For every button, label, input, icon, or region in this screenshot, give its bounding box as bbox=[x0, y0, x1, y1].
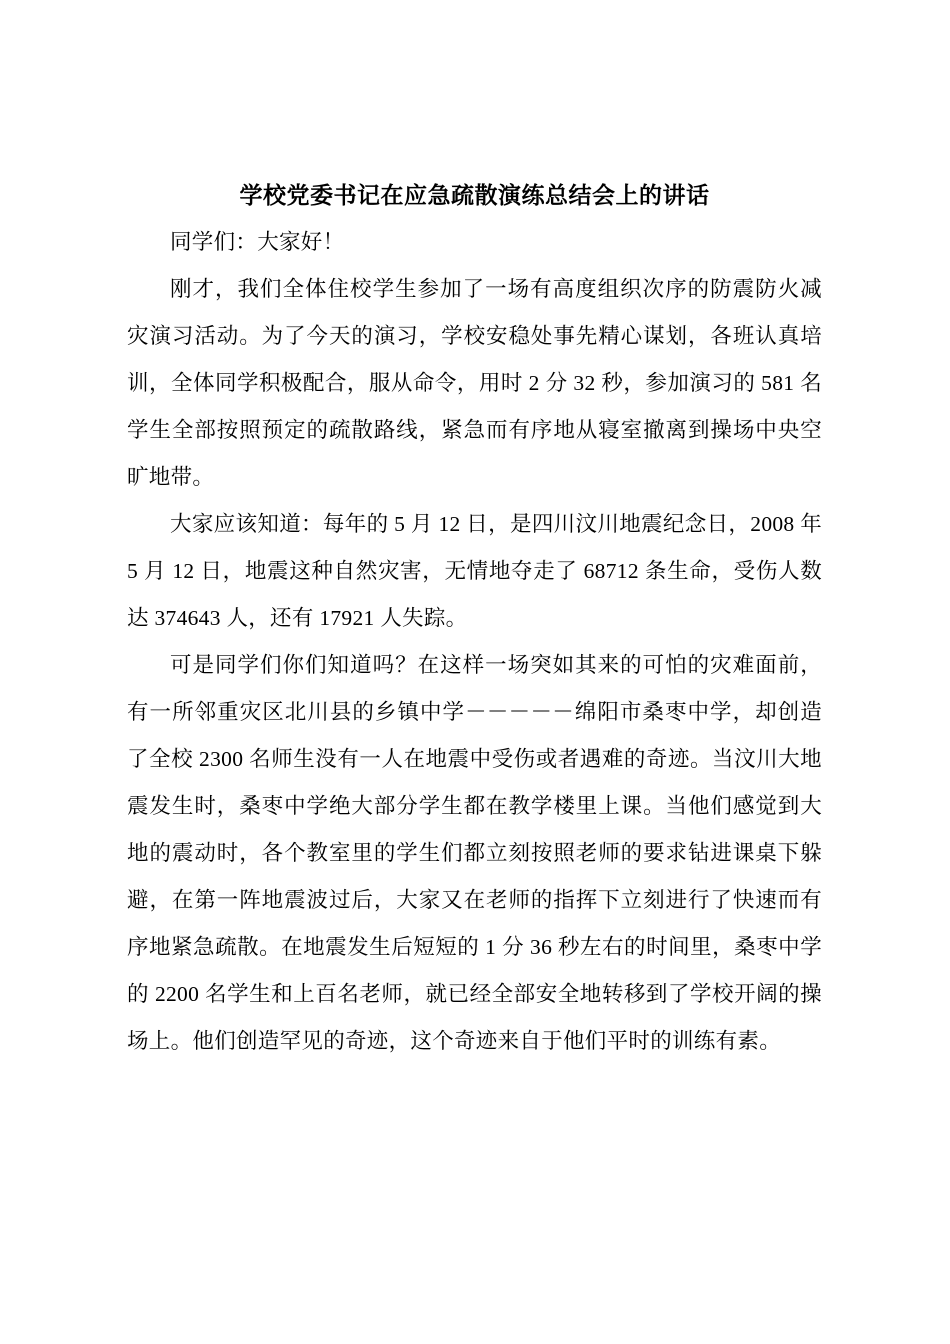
document-title: 学校党委书记在应急疏散演练总结会上的讲话 bbox=[239, 183, 710, 208]
paragraph-greeting: 同学们：大家好！ bbox=[170, 230, 345, 254]
document-body bbox=[127, 219, 822, 1065]
paragraph-sangzao-school-story: 可是同学们你们知道吗？在这样一场突如其来的可怕的灾难面前，有一所邻重灾区北川县的乡镇中学－－－－－绵阳市桑枣中学，却创造了全校 2300 名师生没有一人在地震中受伤或者遇难的奇迹。当汶川大地震发生时，桑枣中学绝大部分学生都在教学楼里上课。当他们感觉到大地的震动时，各个教室里的学生们都立刻按照老师的要求钻进课桌下躲避，在第一阵地震波过后，大家又在老师的指挥下立刻进行了快速而有序地紧急疏散。在地震发生后短短的 1 分 36 秒左右的时间里，桑枣中学的 2200 名学生和上百名老师，就已经全部安全地转移到了学校开阔的操场上。他们创造罕见的奇迹，这个奇迹来自于他们平时的训练有素。 bbox=[127, 653, 822, 1053]
paragraph-drill-summary: 刚才，我们全体住校学生参加了一场有高度组织次序的防震防火减灾演习活动。为了今天的演习，学校安稳处事先精心谋划，各班认真培训，全体同学积极配合，服从命令，用时 2 分 32 秒，参加演习的 581 名学生全部按照预定的疏散路线，紧急而有序地从寝室撤离到操场中央空旷地带。 bbox=[127, 277, 822, 489]
paragraph-earthquake-memorial: 大家应该知道：每年的 5 月 12 日，是四川汶川地震纪念日，2008 年 5 月 12 日，地震这种自然灾害，无情地夺走了 68712 条生命，受伤人数达 374643 人，还有 17921 人失踪。 bbox=[127, 512, 822, 630]
